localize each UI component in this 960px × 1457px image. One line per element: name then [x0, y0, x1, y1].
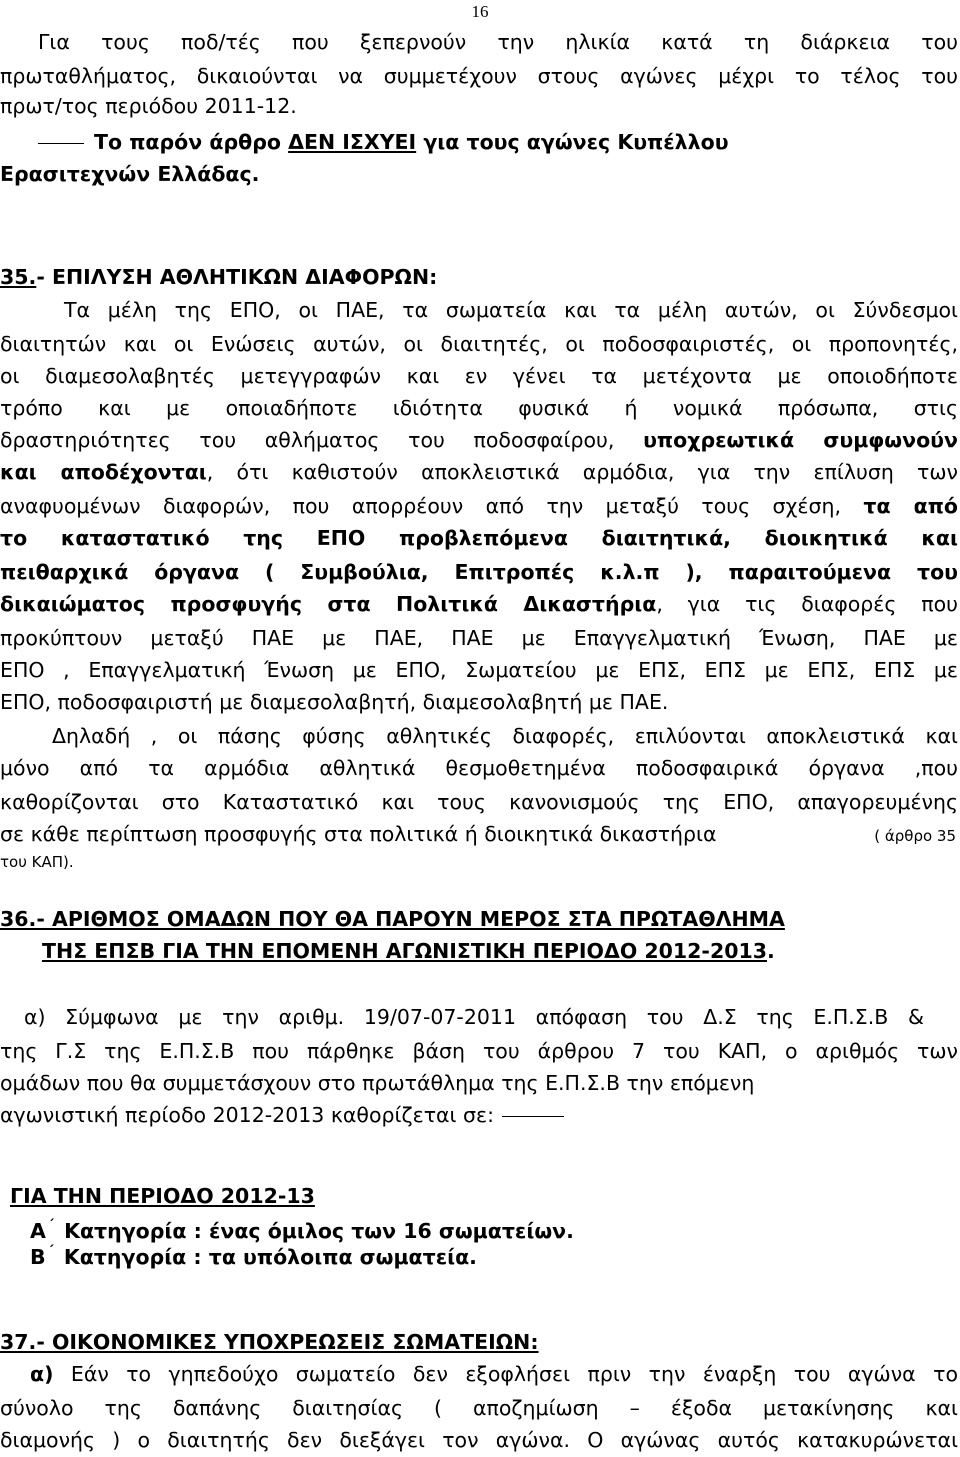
article-35-heading: [0, 263, 960, 291]
trailing-dash: [502, 1116, 564, 1117]
page-number: 16: [471, 2, 489, 21]
intro-line-5: Ερασιτεχνών Ελλάδας.: [0, 162, 260, 186]
art35-line-16: καθορίζονται στο Καταστατικό και τους κανονισμούς της ΕΠΟ, απαγορευμένης: [0, 790, 958, 814]
article-36-title-line-2: ΤΗΣ ΕΠΣΒ ΓΙΑ ΤΗΝ ΕΠΟΜΕΝΗ ΑΓΩΝΙΣΤΙΚΗ ΠΕΡΙΟΔΟ 2012-2013.: [42, 939, 775, 963]
art35-line-17: σε κάθε περίπτωση προσφυγής στα πολιτικά ή διοικητικά δικαστήρια ( άρθρο 35: [0, 822, 956, 846]
intro-line-2: πρωταθλήματος, δικαιούνται να συμμετέχουν στους αγώνες μέχρι το τέλος του: [0, 64, 958, 88]
category-a: Α ΄ Κατηγορία : ένας όμιλος των 16 σωματείων.: [30, 1218, 574, 1243]
art35-line-4: τρόπο και με οποιαδήποτε ιδιότητα φυσικά ή νομικά πρόσωπα, στις: [0, 396, 958, 420]
art35-line-7: αναφυομένων διαφορών, που απορρέουν από την μεταξύ τους σχέση, τα από: [0, 494, 959, 518]
art36-line-1: α) Σύμφωνα με την αριθμ. 19/07-07-2011 απόφαση του Δ.Σ της Ε.Π.Σ.Β &: [24, 1005, 924, 1029]
leading-dash: [38, 143, 84, 144]
article-35-title: - ΕΠΙΛΥΣΗ ΑΘΛΗΤΙΚΩΝ ΔΙΑΦΟΡΩΝ:: [36, 265, 438, 289]
article-36-title-line-1: 36.- ΑΡΙΘΜΟΣ ΟΜΑΔΩΝ ΠΟΥ ΘΑ ΠΑΡΟΥΝ ΜΕΡΟΣ ΣΤΑ ΠΡΩΤΑΘΛΗΜΑ: [0, 907, 785, 931]
art37-line-3: διαμονής ) ο διαιτητής δεν διεξάγει τον αγώνα. Ο αγώνας αυτός κατακυρώνεται: [0, 1428, 958, 1452]
art35-line-18: του ΚΑΠ).: [0, 853, 74, 871]
art35-line-3: οι διαμεσολαβητές μετεγγραφών και εν γένει τα μετέχοντα με οποιοδήποτε: [0, 364, 958, 388]
art35-line-15: μόνο από τα αρμόδια αθλητικά θεσμοθετημένα ποδοσφαιρικά όργανα ,που: [0, 756, 958, 780]
art37-line-1: α) Εάν το γηπεδούχο σωματείο δεν εξοφλήσει πριν την έναρξη του αγώνα το: [30, 1362, 958, 1386]
art36-line-4: αγωνιστική περίοδο 2012-2013 καθορίζεται σε:: [0, 1101, 960, 1129]
intro-line-3: πρωτ/τος περιόδου 2011-12.: [0, 94, 297, 118]
art35-line-13: ΕΠΟ, ποδοσφαιριστή με διαμεσολαβητή, διαμεσολαβητή με ΠΑΕ.: [0, 690, 669, 714]
art35-line-5: δραστηριότητες του αθλήματος του ποδοσφαίρου, υποχρεωτικά συμφωνούν: [0, 428, 958, 452]
art36-line-2: της Γ.Σ της Ε.Π.Σ.Β που πάρθηκε βάση του άρθρου 7 του ΚΑΠ, ο αριθμός των: [0, 1039, 958, 1063]
art35-line-1: Τα μέλη της ΕΠΟ, οι ΠΑΕ, τα σωματεία και τα μέλη αυτών, οι Σύνδεσμοι: [64, 298, 958, 322]
art35-line-9: πειθαρχικά όργανα ( Συμβούλια, Επιτροπές κ.λ.π ), παραιτούμενα του: [0, 560, 958, 584]
art37-line-2: σύνολο της δαπάνης διαιτησίας ( αποζημίωση – έξοδα μετακίνησης και: [0, 1396, 958, 1420]
not-valid-emphasis: ΔΕΝ ΙΣΧΥΕΙ: [288, 130, 417, 154]
article-35-number: 35.: [0, 265, 37, 289]
art35-line-14: Δηλαδή , οι πάσης φύσης αθλητικές διαφορές, επιλύονται αποκλειστικά και: [52, 724, 958, 748]
article-37-title: 37.- ΟΙΚΟΝΟΜΙΚΕΣ ΥΠΟΧΡΕΩΣΕΙΣ ΣΩΜΑΤΕΙΩΝ:: [0, 1330, 539, 1354]
category-b: Β ΄ Κατηγορία : τα υπόλοιπα σωματεία.: [30, 1244, 477, 1269]
art35-line-8: το καταστατικό της ΕΠΟ προβλεπόμενα διαιτητικά, διοικητικά και: [0, 526, 958, 550]
art35-line-10: δικαιώματος προσφυγής στα Πολιτικά Δικαστήρια, για τις διαφορές που: [0, 592, 958, 616]
art35-line-2: διαιτητών και οι Ενώσεις αυτών, οι διαιτητές, οι ποδοσφαιριστές, οι προπονητές,: [0, 332, 958, 356]
period-title: ΓΙΑ ΤΗΝ ΠΕΡΙΟΔΟ 2012-13: [10, 1184, 315, 1208]
art36-line-3: ομάδων που θα συμμετάσχουν στο πρωτάθλημα της Ε.Π.Σ.Β την επόμενη: [0, 1071, 755, 1095]
art35-line-11: προκύπτουν μεταξύ ΠΑΕ με ΠΑΕ, ΠΑΕ με Επαγγελματική Ένωση, ΠΑΕ με: [0, 626, 958, 650]
art35-line-12: ΕΠΟ , Επαγγελματική Ένωση με ΕΠΟ, Σωματείου με ΕΠΣ, ΕΠΣ με ΕΠΣ, ΕΠΣ με: [0, 658, 958, 682]
intro-line-4: Το παρόν άρθρο ΔΕΝ ΙΣΧΥΕΙ για τους αγώνες Κυπέλλου: [0, 128, 960, 156]
art35-line-6: και αποδέχονται, ότι καθιστούν αποκλειστικά αρμόδια, για την επίλυση των: [0, 460, 959, 484]
intro-line-1: Για τους ποδ/τές που ξεπερνούν την ηλικία κατά τη διάρκεια του: [38, 30, 958, 54]
